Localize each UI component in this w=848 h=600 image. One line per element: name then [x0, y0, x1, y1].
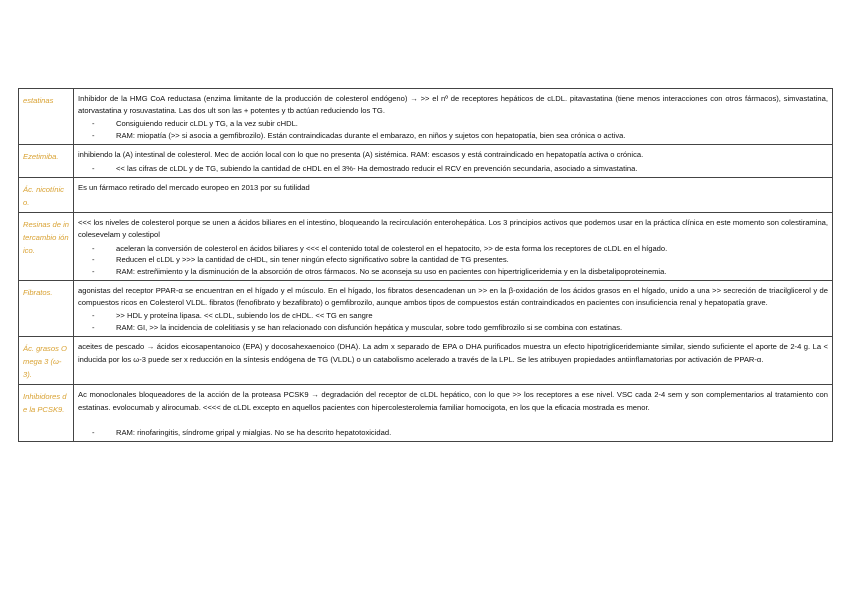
drug-description-cell	[74, 89, 833, 145]
drug-description-cell	[74, 281, 833, 337]
description-text: inhibiendo la (A) intestinal de colesterol. Mec de acción local con lo que no presenta (A) sistémica. RAM: escasos y está contraindicado en hepatopatía activa o crónica.	[78, 150, 644, 160]
description-text: Es un fármaco retirado del mercado europeo en 2013 por su futilidad	[78, 183, 310, 193]
bullet-list	[78, 427, 828, 439]
drug-description-cell	[74, 337, 833, 385]
drug-class-name: Resinas de intercambio iónico.	[19, 213, 74, 281]
description-text: aceites de pescado → ácidos eicosapentanoico (EPA) y docosahexaenoico (DHA). La adm x separado de EPA o DHA purificados muestra un efecto hipotrigliceridemiante similar, siendo suficiente el aporte de 2-4 g. La < inducida por los ω-3 puede ser x reducción en la síntesis endógena de TG (VLDL) o un catabolismo acelerado a través de la LPL. Se les atribuyen propiedades antiinflamatorias por activación de PPAR-α.	[78, 342, 828, 364]
bullet-item: - RAM: rinofaringitis, síndrome gripal y mialgias. No se ha descrito hepatotoxicidad.	[92, 427, 828, 439]
bullet-list	[78, 310, 828, 333]
table-row	[19, 178, 833, 213]
table-row	[19, 337, 833, 385]
drug-class-name: Inhibidores de la PCSK9.	[19, 385, 74, 442]
bullet-item: - RAM: miopatía (>> si asocia a gemfibrozilo). Están contraindicadas durante el embarazo, en niños y sujetos con hepatopatía, bien sea crónica o activa.	[92, 130, 828, 142]
table-row	[19, 145, 833, 178]
description-text: <<< los niveles de colesterol porque se unen a ácidos biliares en el intestino, bloqueando la recirculación enterohepática. Los 3 principios activos que podemos usar en la práctica clínica en este momento son colestiramina, colesevelam y colestipol	[78, 218, 828, 240]
description-text: Ac monoclonales bloqueadores de la acción de la proteasa PCSK9 → degradación del receptor de cLDL hepático, con lo que >> los receptores a ese nivel. VSC cada 2-4 sem y son complementarios al tratamiento con estatinas. evolocumab y alirocumab. <<<< de cLDL excepto en aquellos pacientes con hipercolesterolemia familiar homocigota, en los que la eficacia mostrada es menor.	[78, 390, 828, 412]
table-row	[19, 385, 833, 442]
drug-class-name: Ezetimiba.	[19, 145, 74, 178]
description-text: agonistas del receptor PPAR-α se encuentran en el hígado y el músculo. En el hígado, los fibratos desencadenan un >> en la β-oxidación de los ácidos grasos en el hígado, unido a una >> secreción de triacilglicerol y de compuestos ricos en Colesterol VLDL. fibratos (fenofibrato y bezafibrato) o gemfibrozilo, aunque ambos tipos de compuestos están contraindicados en pacientes con insuficiencia renal y hepatopatía grave.	[78, 286, 828, 308]
bullet-item: - >> HDL y proteína lipasa. << cLDL, subiendo los de cHDL. << TG en sangre	[92, 310, 828, 322]
bullet-item: - Reducen el cLDL y >>> la cantidad de cHDL, sin tener ningún efecto significativo sobre la cantidad de TG presentes.	[92, 254, 828, 266]
bullet-list	[78, 243, 828, 278]
table-row	[19, 89, 833, 145]
table-body	[19, 89, 833, 442]
bullet-item: - << las cifras de cLDL y de TG, subiendo la cantidad de cHDL en el 3%- Ha demostrado reducir el RCV en prevención secundaria, asociado a simvastatina.	[92, 163, 828, 175]
drug-class-name: Ác. nicotínico.	[19, 178, 74, 213]
bullet-list	[78, 163, 828, 175]
bullet-item: - RAM: GI, >> la incidencia de colelitiasis y se han relacionado con disfunción hepática y muscular, sobre todo gemfibrozilo si se combina con estatinas.	[92, 322, 828, 334]
drug-table	[18, 88, 833, 442]
description-text: Inhibidor de la HMG CoA reductasa (enzima limitante de la producción de colesterol endógeno) → >> el nº de receptores hepáticos de cLDL. pitavastatina (tiene menos interacciones con otros fármacos), simvastatina, atorvastatina y rosuvastatina. Las dos ult son las + potentes y tb actúan reduciendo los TG.	[78, 94, 828, 116]
table-row	[19, 213, 833, 281]
drug-class-name: Fibratos.	[19, 281, 74, 337]
table-row	[19, 281, 833, 337]
drug-description-cell	[74, 178, 833, 213]
drug-description-cell	[74, 145, 833, 178]
drug-description-cell	[74, 385, 833, 442]
drug-class-name: estatinas	[19, 89, 74, 145]
spacer	[78, 415, 828, 427]
bullet-item: - RAM: estreñimiento y la disminución de la absorción de otros fármacos. No se aconseja su uso en pacientes con hipertrigliceridemia y en la disbetalipoproteinemia.	[92, 266, 828, 278]
drug-class-name: Ác. grasos Omega 3 (ω-3).	[19, 337, 74, 385]
bullet-list	[78, 118, 828, 141]
bullet-item: - aceleran la conversión de colesterol en ácidos biliares y <<< el contenido total de colesterol en el hepatocito, >> de esta forma los receptores de cLDL en el hígado.	[92, 243, 828, 255]
drug-description-cell	[74, 213, 833, 281]
bullet-item: - Consiguiendo reducir cLDL y TG, a la vez subir cHDL.	[92, 118, 828, 130]
